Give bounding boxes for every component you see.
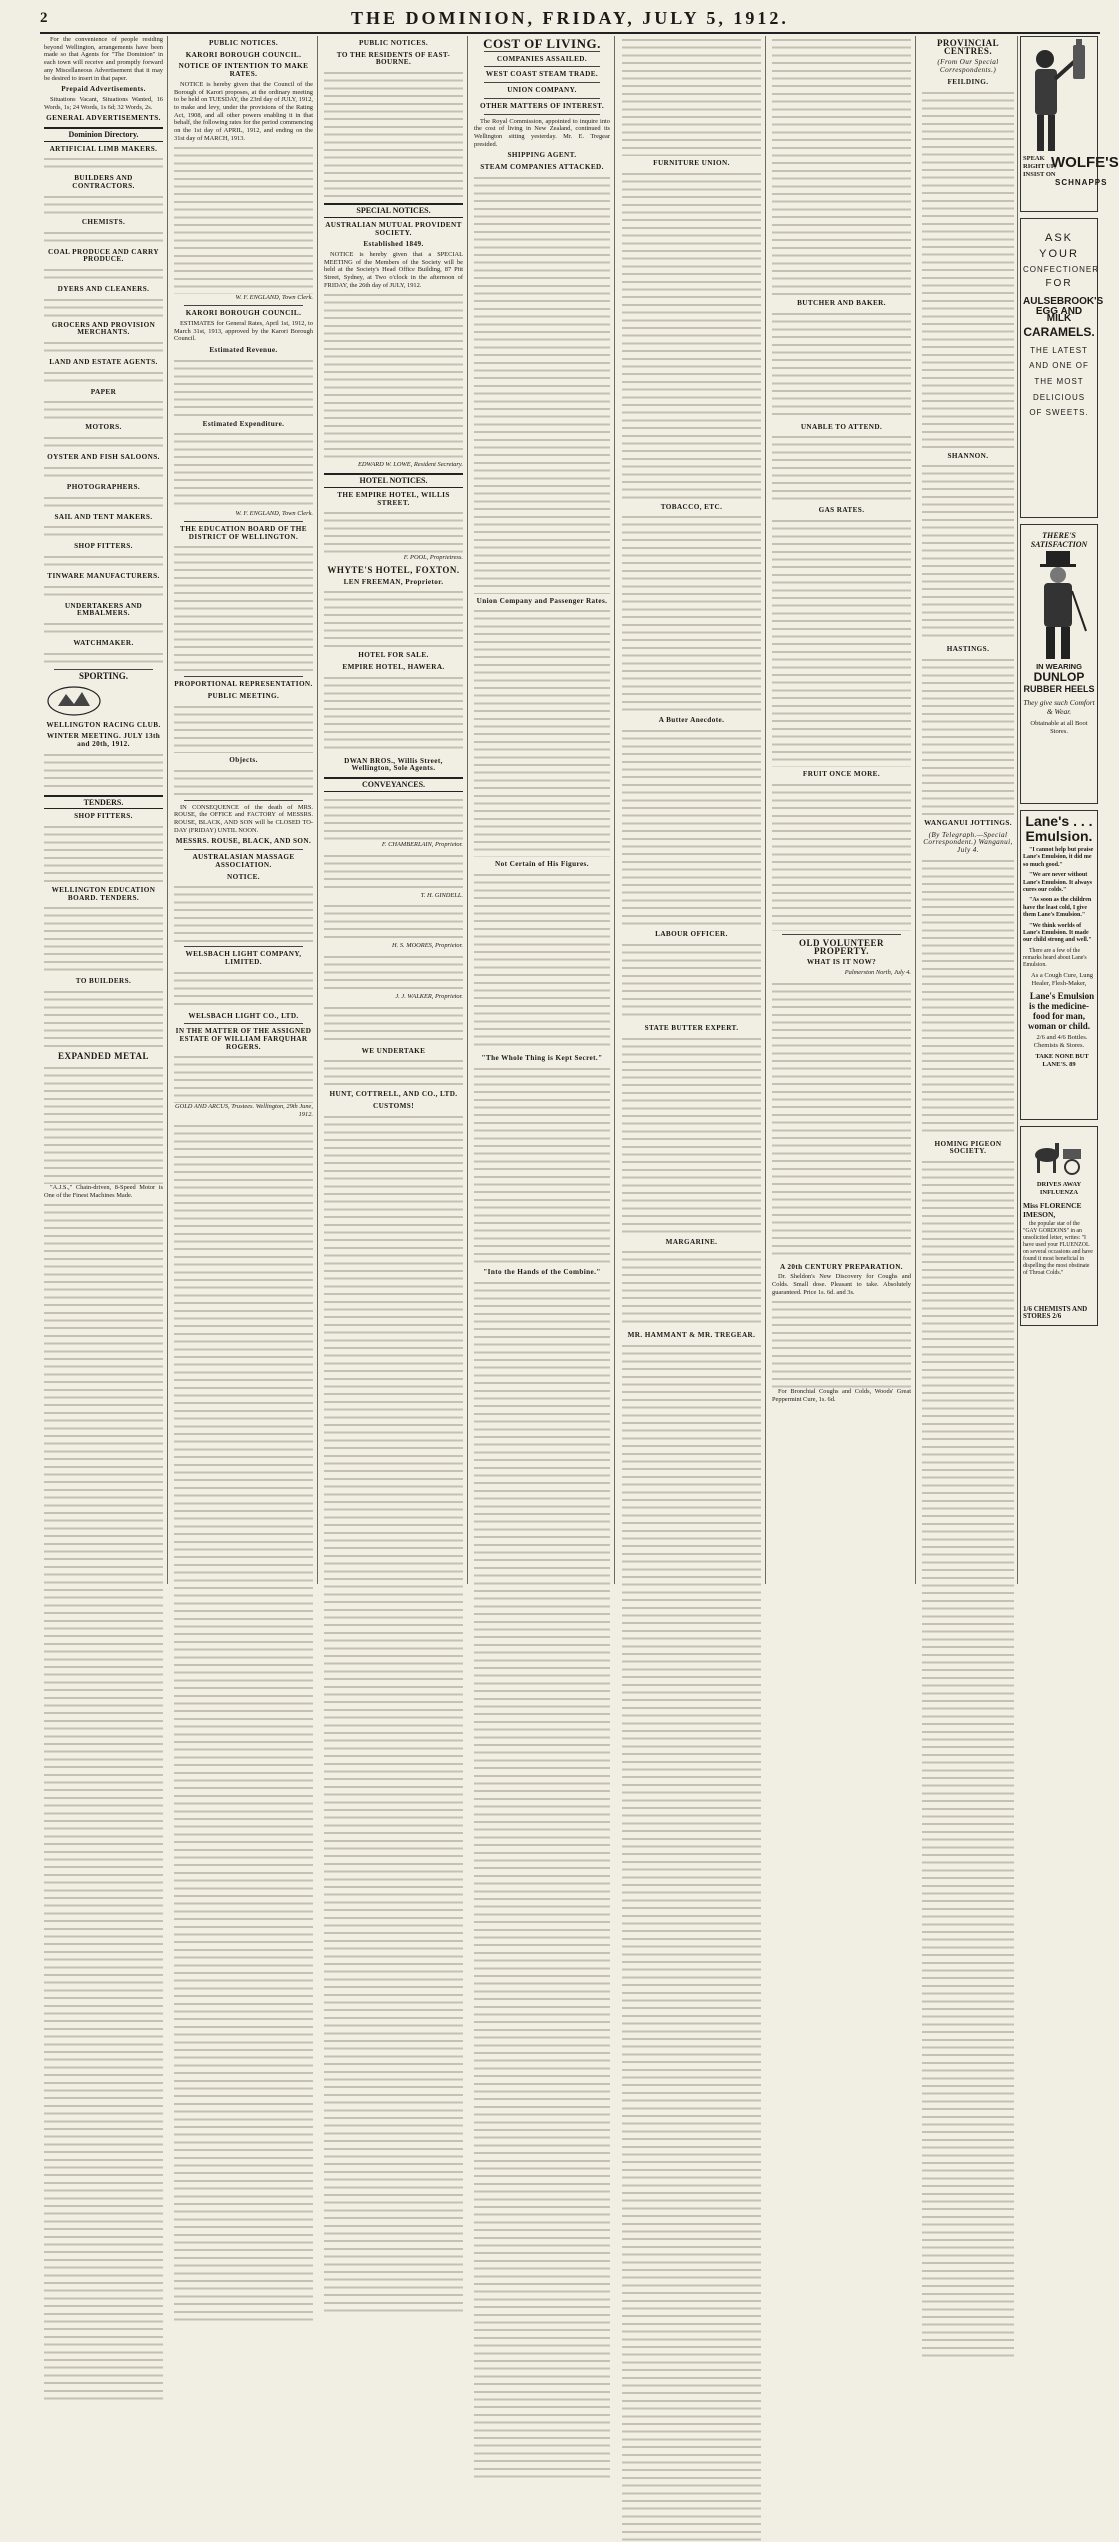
article-text	[622, 727, 761, 927]
directory-entry	[44, 155, 163, 171]
lane-price: 2/6 and 4/6 Bottles. Chemists & Stores.	[1033, 1033, 1088, 1049]
testimonial: "As soon as the children have the least cold, I give them Lane's Emulsion."	[1023, 897, 1092, 919]
notice-signature: WELSBACH LIGHT CO., LTD.	[188, 1011, 299, 1020]
ajs-motor-advert: "A.J.S.," Chain-driven, 8-Speed Motor is One of the Finest Machines Made.	[44, 1183, 163, 1199]
testimonial-name: Miss FLORENCE IMESON,	[1023, 1201, 1082, 1219]
article-subheading: WHAT IS IT NOW?	[806, 958, 877, 967]
article-subheading: OTHER MATTERS OF INTEREST.	[479, 101, 605, 110]
ask-line: ASK	[1044, 232, 1073, 244]
notice-title: WE UNDERTAKE	[361, 1046, 426, 1055]
medicine-food: Lane's Emulsion is the medicine-food for man, woman or child.	[1027, 990, 1095, 1031]
notice-text	[174, 767, 313, 797]
notice-signature: GOLD AND ARCUS, Trustees. Wellington, 29th June, 1912.	[175, 1103, 313, 1119]
testimonial: "We are never without Lane's Emulsion. It always cures our colds."	[1023, 872, 1093, 894]
directory-heading: SHOP FITTERS.	[74, 542, 133, 551]
notice-subtitle: Objects.	[229, 755, 258, 764]
notice-text	[174, 1122, 313, 2322]
conveyance-signature: H. S. MOORES, Proprietor.	[392, 942, 463, 950]
directory-heading: DYERS AND CLEANERS.	[57, 284, 150, 293]
section-heading: BUTCHER AND BAKER.	[797, 299, 886, 307]
wolfes-schnapps-advert	[1020, 36, 1119, 212]
directory-heading: ARTIFICIAL LIMB MAKERS.	[49, 144, 158, 153]
town-heading: SHANNON.	[947, 451, 989, 460]
section-heading: UNABLE TO ATTEND.	[800, 422, 883, 431]
directory-entry	[44, 650, 163, 666]
column-notices-hotels	[320, 36, 468, 1584]
divider	[184, 676, 303, 677]
ask-line: YOUR	[1039, 247, 1079, 260]
section-heading: TOBACCO, ETC.	[660, 502, 723, 511]
directory-entry	[44, 553, 163, 569]
racing-club-crest-icon	[44, 684, 163, 718]
hotel-name: THE EMPIRE HOTEL, WILLIS STREET.	[337, 490, 450, 507]
notice-text	[174, 703, 313, 753]
directory-entry	[44, 464, 163, 480]
section-heading: MARGARINE.	[665, 1237, 718, 1246]
revenue-table	[174, 357, 313, 417]
article-text	[474, 607, 610, 857]
directory-heading: GROCERS AND PROVISION MERCHANTS.	[51, 320, 156, 337]
horse-cart-icon	[1029, 1131, 1089, 1179]
ask-line: FOR	[1045, 278, 1073, 290]
town-heading: HOMING PIGEON SOCIETY.	[934, 1139, 1002, 1156]
notice-signature: W. F. ENGLAND, Town Clerk.	[235, 294, 313, 302]
section-heading: MR. HAMMANT & MR. TREGEAR.	[627, 1331, 756, 1340]
tenders-heading: TENDERS.	[44, 795, 163, 810]
directory-entry	[44, 339, 163, 355]
notice-subtitle: NOTICE.	[227, 872, 260, 881]
advert-text	[44, 1201, 163, 2401]
wolfe-product: SCHNAPPS	[1055, 178, 1108, 187]
conveyance-text	[324, 852, 463, 892]
directory-entry	[44, 620, 163, 636]
divider	[484, 66, 600, 67]
rates-heading: Prepaid Advertisements.	[61, 85, 146, 94]
hotel-text	[324, 588, 463, 648]
tender-text	[44, 904, 163, 974]
estimated-revenue-heading: Estimated Revenue.	[209, 345, 278, 354]
advert-heading: A 20th CENTURY PREPARATION.	[779, 1262, 904, 1271]
lane-brand: Lane's . . . Emulsion.	[1025, 813, 1093, 844]
directory-entry	[44, 296, 163, 318]
adverts-strip	[1020, 36, 1119, 1584]
town-heading: WANGANUI JOTTINGS.	[924, 818, 1012, 827]
testimonial: the popular star of the "GAY GORDONS" in an unsolicited letter, writes: "I have used your FLUENZOL on several occasions and have found it most beneficial in dispelling the most obstinate of Throat Colds."	[1023, 1221, 1093, 1276]
section-subheading: Union Company and Passenger Rates.	[476, 596, 608, 605]
fluenzol-headline: DRIVES AWAY INFLUENZA	[1036, 1181, 1082, 1196]
notice-subtitle: NOTICE OF INTENTION TO MAKE RATES.	[178, 62, 309, 79]
advert-text	[772, 1298, 911, 1388]
divider	[184, 1023, 303, 1024]
article-text	[474, 1065, 610, 1265]
dunlop-obtain: Obtainable at all Boot Stores.	[1030, 719, 1088, 735]
article-text	[474, 871, 610, 1051]
hotel-agent: DWAN BROS., Willis Street, Wellington, Sole Agents.	[344, 756, 443, 773]
article-text	[922, 462, 1014, 642]
testimonial: "We think worlds of Lane's Emulsion. It made our child strong and well."	[1023, 922, 1092, 944]
directory-title: Dominion Directory.	[44, 127, 163, 142]
estimates-intro: ESTIMATES for General Rates, April 1st, 1912, to March 31st, 1913, approved by the Karori Borough Council.	[174, 319, 313, 343]
section-heading: PROVINCIAL CENTRES.	[936, 38, 999, 56]
section-heading: FURNITURE UNION.	[653, 159, 730, 167]
notice-signature: MESSRS. ROUSE, BLACK, AND SON.	[175, 837, 312, 846]
directory-entry	[44, 523, 163, 539]
notice-subtitle: PUBLIC MEETING.	[207, 692, 280, 701]
article-headline: OLD VOLUNTEER PROPERTY.	[799, 937, 884, 956]
notice-text	[174, 1053, 313, 1103]
article-text	[772, 980, 911, 1260]
section-heading: PUBLIC NOTICES.	[208, 39, 279, 47]
article-text	[922, 656, 1014, 816]
directory-heading: UNDERTAKERS AND EMBALMERS.	[64, 601, 143, 618]
article-text	[772, 433, 911, 503]
dunlop-product: RUBBER HEELS	[1023, 683, 1095, 694]
fluenzol-price: 1/6 CHEMISTS AND STORES 2/6	[1023, 1304, 1088, 1321]
dunlop-wear: IN WEARING	[1036, 662, 1082, 671]
testimonial: "I cannot help but praise Lane's Emulsion, it did me so much good."	[1023, 847, 1094, 868]
dunlop-brand: DUNLOP	[1033, 669, 1085, 684]
notice-title: KARORI BOROUGH COUNCIL.	[185, 309, 302, 318]
hotel-signature: F. POOL, Proprietress.	[403, 554, 463, 562]
article-text	[622, 170, 761, 500]
newspaper-page	[40, 36, 1119, 1584]
masthead	[40, 6, 1100, 34]
notice-text	[174, 883, 313, 943]
customs-heading: CUSTOMS!	[372, 1102, 414, 1111]
directory-heading: OYSTER AND FISH SALOONS.	[47, 453, 160, 462]
directory-heading: BUILDERS AND CONTRACTORS.	[72, 174, 135, 191]
section-subheading: STEAM COMPANIES ATTACKED.	[480, 163, 604, 172]
man-with-bottle-icon	[1023, 39, 1097, 159]
racing-notice-text	[44, 751, 163, 791]
dunlop-give: They give such Comfort & Wear.	[1023, 697, 1095, 716]
section-subheading: A Butter Anecdote.	[658, 716, 725, 725]
ask-line: CONFECTIONER	[1023, 265, 1099, 275]
conveyance-text	[324, 953, 463, 993]
hotel-name: WHYTE'S HOTEL, FOXTON.	[327, 564, 460, 575]
footer-advert: For Bronchial Coughs and Colds, Woods' Great Peppermint Cure, 1s. 6d.	[772, 1388, 911, 1404]
column-provincial-adverts	[918, 36, 1119, 1584]
section-heading: PUBLIC NOTICES.	[358, 39, 429, 47]
directory-entry	[44, 583, 163, 599]
divider	[54, 669, 153, 670]
article-text	[622, 941, 761, 1021]
conveyance-text	[324, 1004, 463, 1044]
aulsebrook-product: EGG AND MILK	[1035, 305, 1083, 325]
town-heading: HASTINGS.	[946, 645, 990, 654]
town-heading: FEILDING.	[947, 77, 989, 86]
hotel-text	[324, 674, 463, 754]
directory-heading: MOTORS.	[85, 423, 122, 432]
directory-entry	[44, 229, 163, 245]
section-heading: HOTEL NOTICES.	[324, 473, 463, 488]
article-text	[772, 310, 911, 420]
notice-body: NOTICE is hereby given that a SPECIAL MEETING of the Members of the Society will be held at the Society's Head Office Building, 87 Pitt Street, Sydney, at Two o'clock in the afternoon of FRIDAY, the 26th day of JULY, 1912.	[324, 250, 463, 289]
notice-text	[324, 69, 463, 199]
section-heading: LABOUR OFFICER.	[655, 930, 728, 939]
notice-signature: HUNT, COTTRELL, AND CO., LTD.	[329, 1090, 458, 1099]
conveyance-text	[324, 902, 463, 942]
wolfe-tagline: SPEAK RIGHT UP, INSIST ON	[1023, 155, 1056, 178]
section-subheading: "The Whole Thing is Kept Secret."	[481, 1054, 603, 1063]
section-heading: GAS RATES.	[818, 506, 865, 515]
notice-text	[174, 969, 313, 1009]
dunlop-advert	[1020, 524, 1098, 804]
notice-body: NOTICE is hereby given that the Council of the Borough of Karori proposes, at the ordinary meeting to be held on TUESDAY, the 23rd day of JULY, 1912, to make and levy, under the provisions of the Rating Act, 1908, and all other powers enabling it in that behalf, the following rates for the period commencing on the 1st day of APRIL, 1912, and ending on the 31st day of MARCH, 1913.	[174, 80, 313, 142]
notice-title: KARORI BOROUGH COUNCIL.	[185, 50, 302, 59]
article-text	[922, 857, 1014, 1137]
dunlop-tagline: THERE'S SATISFACTION	[1030, 531, 1088, 549]
notice-signature: EDWARD W. LOWE, Resident Secretary.	[357, 461, 463, 469]
notice-text	[174, 543, 313, 673]
rates-text: Situations Vacant, Situations Wanted, 16 Words, 1s; 24 Words, 1s 6d; 32 Words, 2s.	[44, 95, 163, 111]
remarks: There are a few of the remarks heard about Lane's Emulsion.	[1023, 947, 1087, 968]
aulsebrooks-advert	[1020, 218, 1104, 518]
lane-take-none: TAKE NONE BUT LANE'S. 89	[1035, 1052, 1089, 1068]
lanes-emulsion-advert	[1020, 810, 1098, 1120]
directory-entry	[44, 193, 163, 215]
article-text	[474, 174, 610, 594]
section-subheading: Not Certain of His Figures.	[495, 860, 589, 869]
directory-heading: PHOTOGRAPHERS.	[66, 482, 141, 491]
article-text	[622, 36, 761, 156]
directory-heading: SAIL AND TENT MAKERS.	[54, 512, 153, 521]
aulsebrook-product: CARAMELS.	[1023, 324, 1095, 339]
notice-text	[324, 1057, 463, 1087]
article-text	[622, 513, 761, 713]
article-text	[622, 1248, 761, 1328]
notice-subtitle: Established 1849.	[363, 240, 424, 249]
dateline: Palmerston North, July 4.	[844, 968, 911, 976]
notice-text	[174, 144, 313, 294]
article-headline: COST OF LIVING.	[483, 36, 601, 51]
article-text	[772, 36, 911, 296]
advert-text	[44, 1064, 163, 1184]
section-heading: SPECIAL NOTICES.	[324, 203, 463, 218]
fluenzol-advert	[1020, 1126, 1098, 1326]
divider	[782, 934, 901, 935]
shop-fitters-heading: SHOP FITTERS.	[74, 812, 133, 821]
section-subheading: "Into the Hands of the Combine."	[483, 1267, 601, 1276]
article-text	[622, 1342, 761, 2542]
conveyance-signature: T. H. GINDELL.	[420, 891, 463, 899]
notice-title: IN THE MATTER OF THE ASSIGNED ESTATE OF WILLIAM FARQUHAR ROGERS.	[175, 1027, 312, 1051]
directory-heading: LAND AND ESTATE AGENTS.	[49, 358, 158, 367]
article-text	[772, 517, 911, 767]
notice-title: PROPORTIONAL REPRESENTATION.	[174, 680, 313, 689]
section-heading: SHIPPING AGENT.	[507, 151, 577, 160]
racing-club-name: WELLINGTON RACING CLUB.	[46, 720, 161, 729]
aulsebrook-brand: AULSEBROOK'S	[1023, 295, 1104, 307]
cough-cure: As a Cough Cure, Lung Healer, Flesh-Maker,	[1031, 971, 1093, 987]
directory-entry	[44, 266, 163, 282]
divider	[484, 98, 600, 99]
notice-title: WELSBACH LIGHT COMPANY, LIMITED.	[185, 950, 302, 966]
divider	[484, 114, 600, 115]
article-text	[922, 89, 1014, 449]
divider	[184, 849, 303, 850]
directory-entry	[44, 369, 163, 385]
latest-line: DELICIOUS	[1032, 392, 1086, 402]
divider	[184, 946, 303, 947]
advert-body: Dr. Sheldon's New Discovery for Coughs and Colds. Small dose. Pleasant to take. Absolutely guaranteed. Price 1s. 6d. and 3s.	[772, 1273, 911, 1296]
section-heading: CONVEYANCES.	[324, 777, 463, 792]
notice-text	[324, 1113, 463, 2313]
directory-heading: TINWARE MANUFACTURERS.	[47, 571, 160, 580]
notice-signature: W. F. ENGLAND, Town Clerk.	[235, 510, 313, 518]
directory-heading: PAPER	[90, 387, 117, 396]
section-subheading: (From Our Special Correspondents.)	[937, 58, 999, 75]
education-board-tenders: WELLINGTON EDUCATION BOARD. TENDERS.	[51, 886, 156, 902]
directory-heading: COAL PRODUCE AND CARRY PRODUCE.	[48, 247, 159, 264]
divider	[184, 521, 303, 522]
hotel-sale-heading: HOTEL FOR SALE.	[358, 651, 429, 660]
tender-text	[44, 988, 163, 1048]
tender-text	[44, 823, 163, 883]
expenditure-table	[174, 430, 313, 510]
directory-heading: CHEMISTS.	[81, 217, 126, 226]
latest-line: THE LATEST	[1030, 345, 1088, 355]
article-subheading: WEST COAST STEAM TRADE.	[485, 70, 599, 79]
notice-title: TO THE RESIDENTS OF EAST-BOURNE.	[336, 50, 451, 67]
gentleman-figure-icon	[1024, 551, 1094, 661]
intro-paragraph: For the convenience of people residing beyond Wellington, arrangements have been made so that Agents for "The Dominion" in each town will receive and promptly forward any Miscellaneous Advertisement that it may be desired to insert in that paper.	[44, 36, 163, 82]
hotel-text	[324, 509, 463, 554]
article-text	[772, 781, 911, 931]
column-classifieds	[40, 36, 168, 1584]
conveyance-signature: J. J. WALKER, Proprietor.	[395, 992, 463, 1000]
notice-title: AUSTRALASIAN MASSAGE ASSOCIATION.	[192, 853, 295, 869]
rouse-closure-notice: IN CONSEQUENCE of the death of MRS. ROUSE, the OFFICE and FACTORY of MESSRS. ROUSE, BLACK, AND SON will be CLOSED TO-DAY (FRIDAY) UNTIL NOON.	[174, 803, 313, 834]
divider	[184, 800, 303, 801]
column-public-notices	[170, 36, 318, 1584]
sporting-heading: SPORTING.	[79, 670, 128, 681]
meeting-dates: WINTER MEETING. JULY 13th and 20th, 1912.	[46, 732, 161, 748]
directory-heading: WATCHMAKER.	[73, 639, 134, 648]
directory-entry	[44, 494, 163, 510]
article-subheading: UNION COMPANY.	[507, 86, 577, 95]
divider	[484, 82, 600, 83]
estimated-expenditure-heading: Estimated Expenditure.	[202, 419, 285, 428]
expanded-metal-heading: EXPANDED METAL	[58, 1051, 149, 1062]
page-number: 2	[40, 10, 48, 26]
provincial-column	[922, 36, 1018, 1584]
article-text	[474, 1279, 610, 2479]
column-cost-of-living	[470, 36, 615, 1584]
to-builders-heading: TO BUILDERS.	[75, 977, 132, 986]
column-article-continued	[618, 36, 766, 1584]
latest-line: AND ONE OF	[1029, 361, 1089, 371]
notice-title: AUSTRALIAN MUTUAL PROVIDENT SOCIETY.	[325, 220, 462, 237]
article-subheading: COMPANIES ASSAILED.	[496, 54, 588, 63]
hotel-proprietor: LEN FREEMAN, Proprietor.	[343, 577, 444, 586]
general-ads-heading: GENERAL ADVERTISEMENTS.	[46, 114, 161, 123]
conveyance-signature: F. CHAMBERLAIN, Proprietor.	[381, 840, 463, 848]
section-heading: FRUIT ONCE MORE.	[802, 770, 881, 779]
article-lead: The Royal Commission, appointed to inquire into the cost of living in New Zealand, continued its Wellington sitting yesterday. Mr. E. Tregear presided.	[474, 117, 610, 148]
latest-line: OF SWEETS.	[1029, 408, 1089, 418]
conveyance-text	[324, 796, 463, 841]
directory-entry	[44, 398, 163, 420]
newspaper-title: THE DOMINION, FRIDAY, JULY 5, 1912.	[351, 8, 789, 28]
column-article-continued-2	[768, 36, 916, 1584]
directory-entry	[44, 434, 163, 450]
section-heading: STATE BUTTER EXPERT.	[644, 1023, 739, 1032]
hotel-name: EMPIRE HOTEL, HAWERA.	[342, 663, 445, 672]
dateline: (By Telegraph.—Special Correspondent.) Wanganui, July 4.	[923, 830, 1013, 855]
notice-title: THE EDUCATION BOARD OF THE DISTRICT OF WELLINGTON.	[180, 525, 307, 541]
notice-text	[324, 291, 463, 461]
wolfe-brand: WOLFE'S	[1051, 154, 1119, 171]
divider	[184, 305, 303, 306]
article-text	[922, 1158, 1014, 2358]
latest-line: THE MOST	[1034, 377, 1084, 387]
article-text	[622, 1035, 761, 1235]
